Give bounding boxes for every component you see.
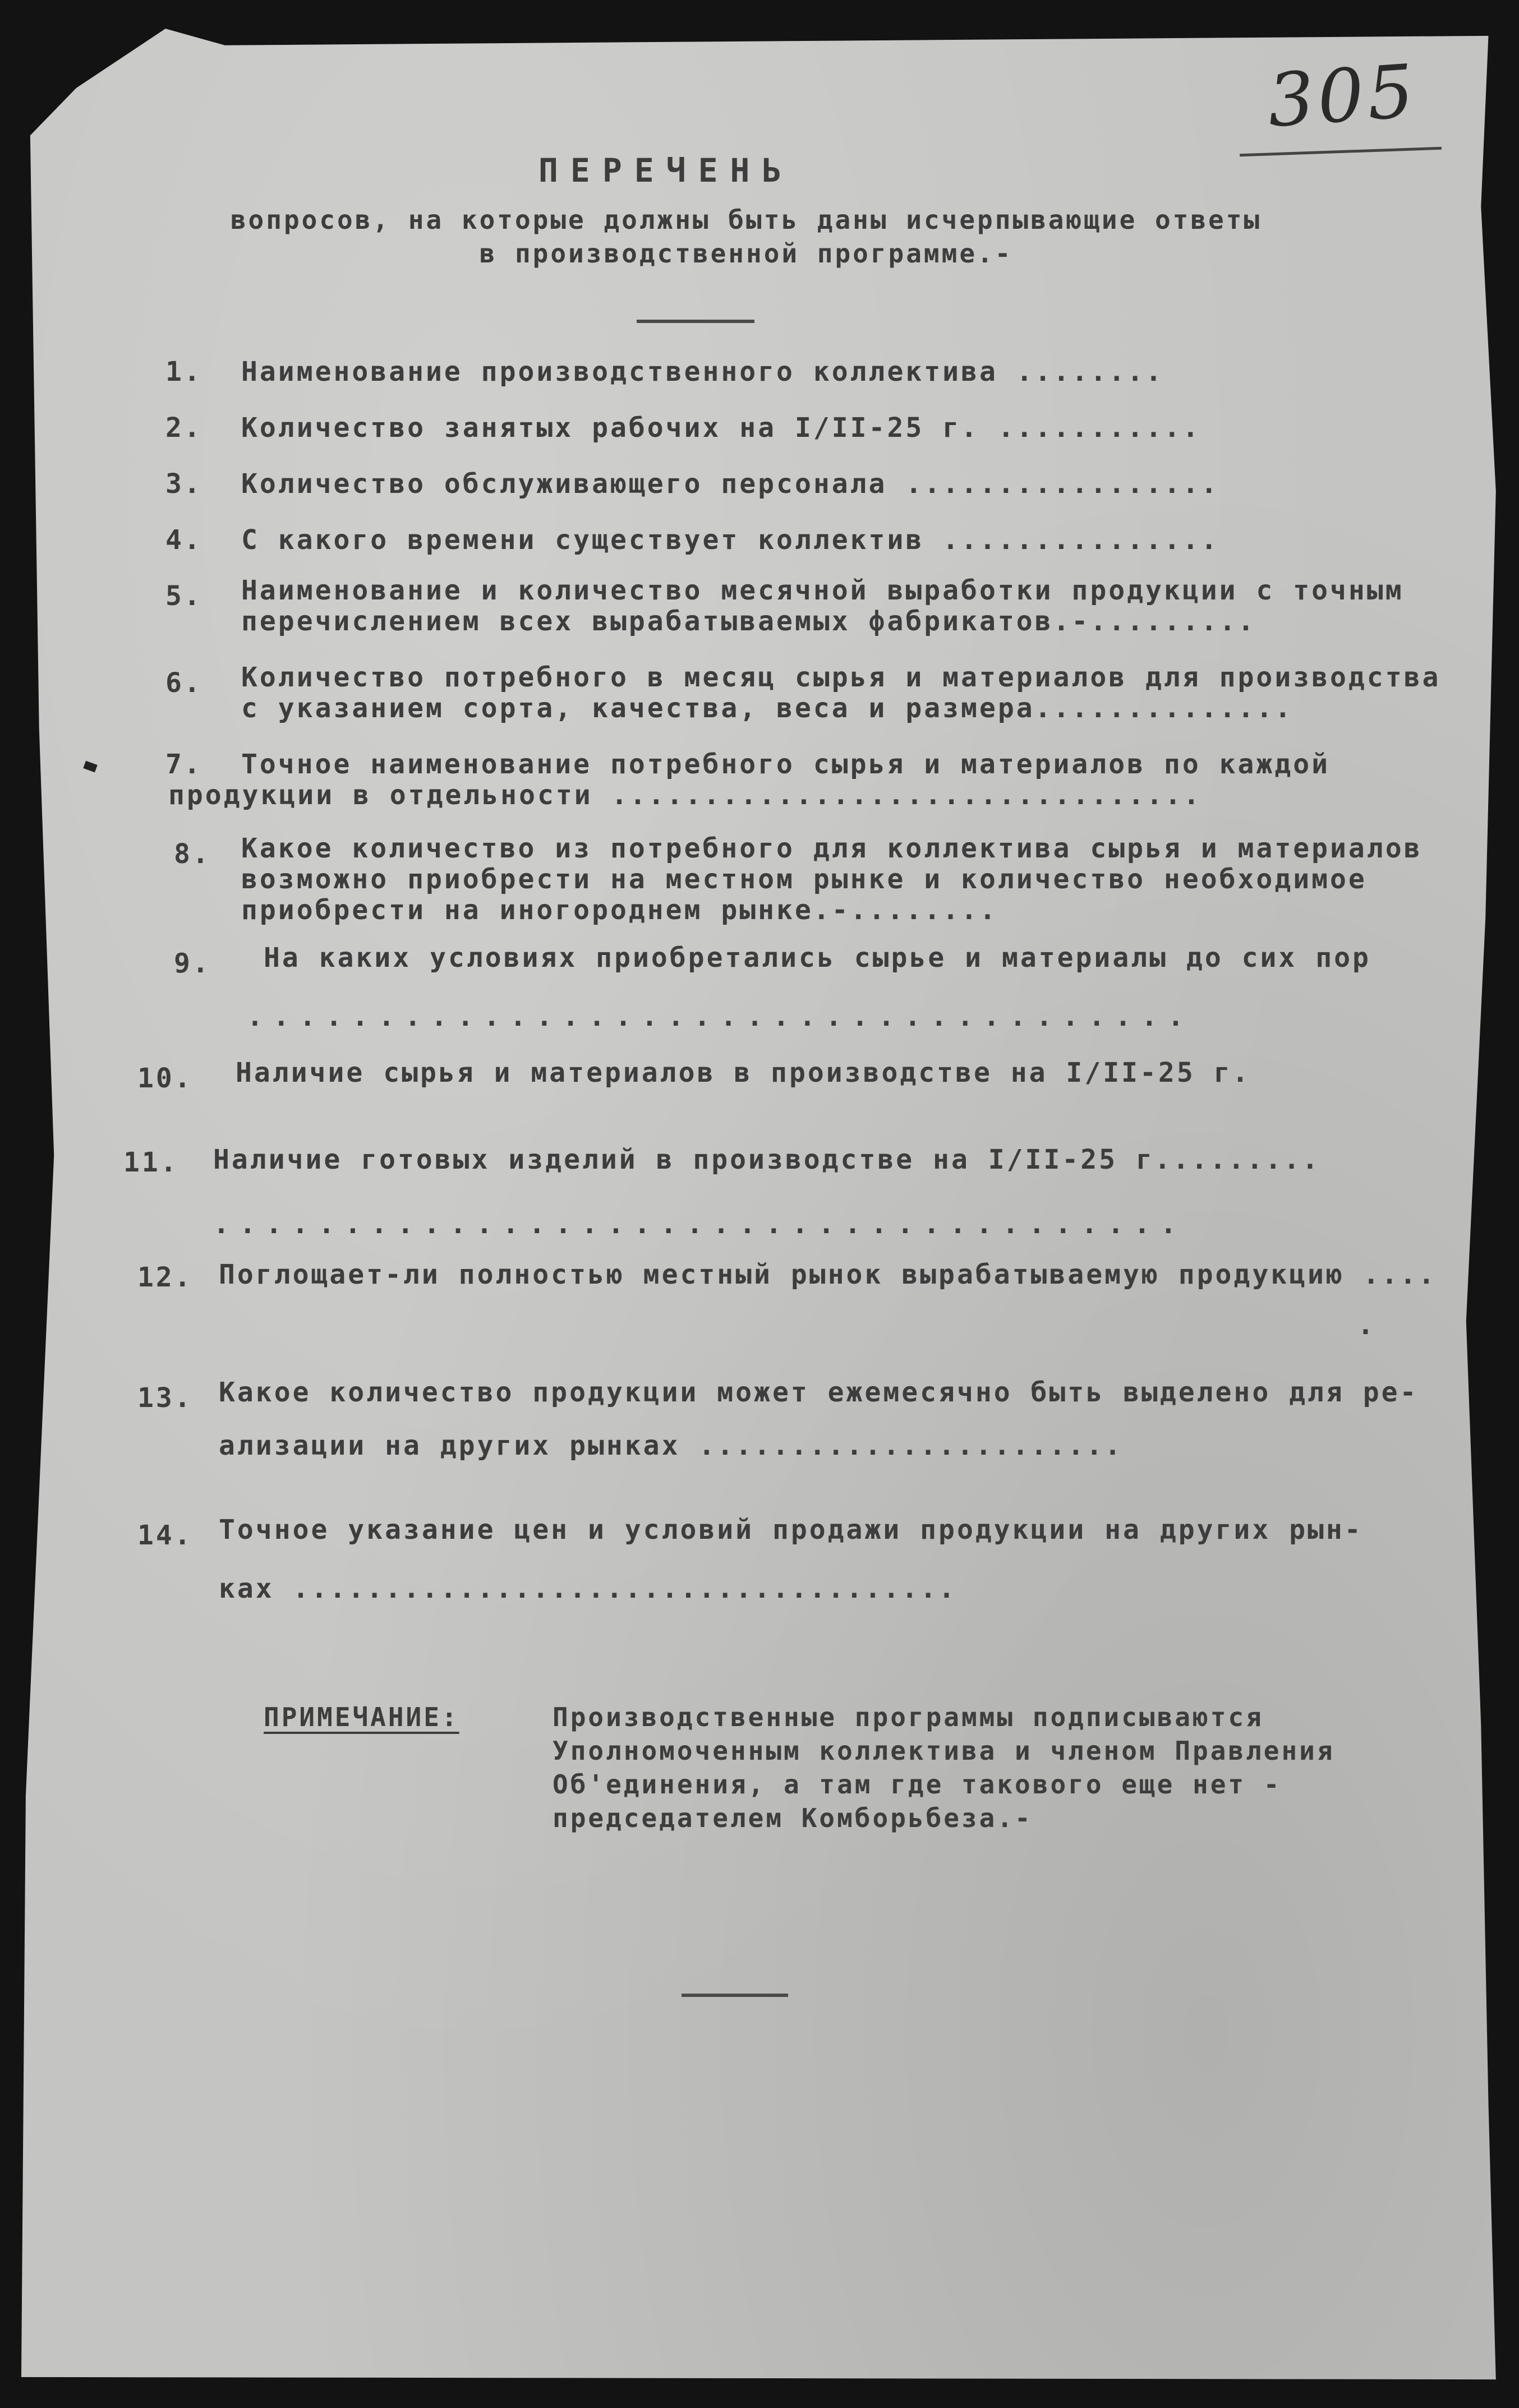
document-subtitle-line-2: в производственной программе.- bbox=[479, 238, 1013, 269]
question-text: Наличие сырья и материалов в производстве на I/II-25 г. bbox=[236, 1057, 1251, 1088]
question-text: Количество обслуживающего персонала ................. bbox=[241, 468, 1219, 500]
question-text: Количество потребного в месяц сырья и материалов для производства bbox=[241, 662, 1441, 693]
note-line: председателем Комборьбеза.- bbox=[553, 1803, 1033, 1833]
closing-divider bbox=[682, 1994, 788, 1997]
note-line: Производственные программы подписываются bbox=[553, 1702, 1264, 1732]
question-text: с указанием сорта, качества, веса и размера.............. bbox=[241, 693, 1294, 724]
question-number: 12. bbox=[137, 1262, 193, 1293]
question-text: Поглощает-ли полностью местный рынок вырабатываемую продукцию .... bbox=[219, 1259, 1437, 1290]
question-text: Наличие готовых изделий в производстве на I/II-25 г......... bbox=[213, 1144, 1320, 1175]
question-text: ках .................................... bbox=[219, 1573, 957, 1604]
question-number: 1. bbox=[165, 356, 202, 388]
question-number: 5. bbox=[165, 580, 202, 612]
note-label: ПРИМЕЧАНИЕ: bbox=[264, 1702, 459, 1732]
question-answer-dots: ..................................... bbox=[213, 1208, 1187, 1240]
question-text: Точное указание цен и условий продажи продукции на других рын- bbox=[219, 1514, 1363, 1546]
document-title: ПЕРЕЧЕНЬ bbox=[538, 151, 794, 190]
question-text: Какое количество продукции может ежемесячно быть выделено для ре- bbox=[219, 1377, 1419, 1408]
question-number: 2. bbox=[165, 412, 202, 444]
question-text: Наименование производственного коллектива ........ bbox=[241, 356, 1164, 388]
question-number: 9. bbox=[174, 948, 211, 979]
question-text: приобрести на иногороднем рынке.-........ bbox=[241, 894, 998, 926]
question-text: С какого времени существует коллектив ............... bbox=[241, 524, 1219, 556]
document-subtitle-line-1: вопросов, на которые должны быть даны исчерпывающие ответы bbox=[230, 205, 1262, 235]
title-divider bbox=[637, 320, 754, 323]
question-text: Точное наименование потребного сырья и материалов по каждой bbox=[241, 749, 1331, 780]
question-text: Количество занятых рабочих на I/II-25 г. ........... bbox=[241, 412, 1201, 444]
question-text: Наименование и количество месячной выработки продукции с точным bbox=[241, 575, 1404, 606]
note-line: Уполномоченным коллектива и членом Правления bbox=[553, 1736, 1335, 1766]
question-answer-dots: .................................... bbox=[247, 1001, 1194, 1032]
folio-number: 305 bbox=[1265, 48, 1420, 144]
question-text: На каких условиях приобретались сырье и материалы до сих пор bbox=[264, 942, 1371, 974]
question-number: 13. bbox=[137, 1382, 193, 1414]
question-number: 14. bbox=[137, 1520, 193, 1551]
question-text: продукции в отдельности ................................ bbox=[168, 779, 1202, 811]
question-number: 7. bbox=[165, 749, 202, 780]
note-line: Об'единения, а там где такового еще нет - bbox=[553, 1769, 1282, 1800]
question-number: 8. bbox=[174, 838, 211, 870]
question-number: 4. bbox=[165, 524, 202, 556]
question-number: 10. bbox=[137, 1063, 193, 1094]
question-text: Какое количество из потребного для коллектива сырья и материалов bbox=[241, 833, 1423, 864]
question-number: 3. bbox=[165, 468, 202, 500]
question-number: 6. bbox=[165, 667, 202, 699]
question-text: возможно приобрести на местном рынке и количество необходимое bbox=[241, 864, 1367, 895]
question-text: перечислением всех вырабатываемых фабрикатов.-......... bbox=[241, 606, 1256, 637]
question-text: ализации на других рынках ....................... bbox=[219, 1430, 1124, 1461]
question-answer-dots: . bbox=[1357, 1309, 1384, 1341]
question-number: 11. bbox=[123, 1147, 179, 1178]
